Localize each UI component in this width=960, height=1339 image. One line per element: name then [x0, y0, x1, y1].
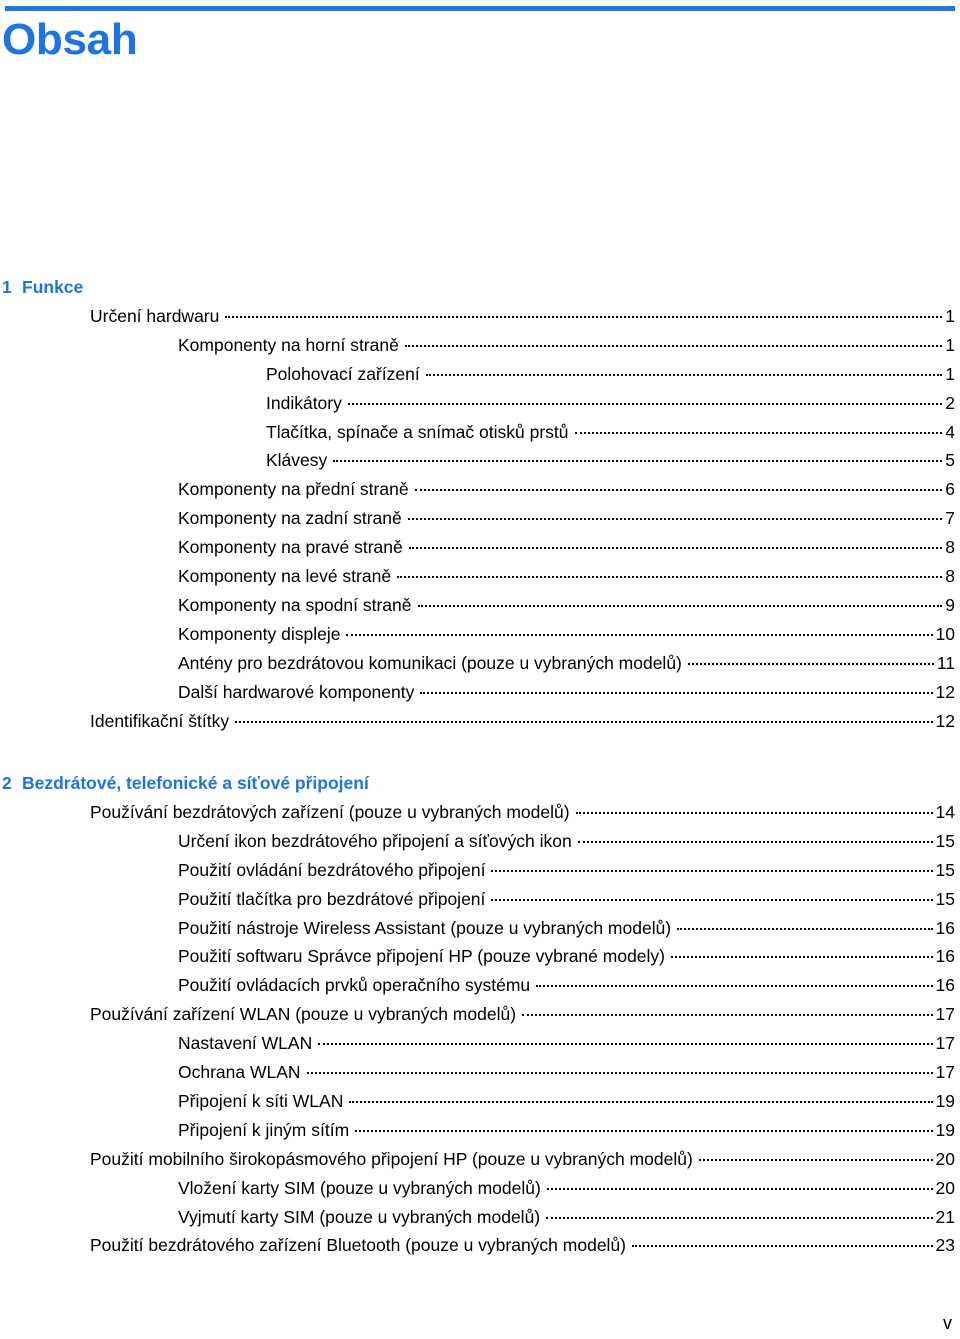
toc-entry[interactable]	[178, 649, 955, 678]
toc-entry-page: 15	[935, 830, 955, 851]
toc-entry-title: Použití ovládacích prvků operačního systému	[178, 975, 531, 996]
toc-entry[interactable]	[178, 562, 955, 591]
toc-entry[interactable]	[178, 1087, 955, 1116]
toc-entry[interactable]	[90, 1231, 955, 1260]
toc-entry-title: Komponenty displeje	[178, 623, 341, 644]
toc-entry-page: 17	[935, 1033, 955, 1054]
toc-entry-title: Určení ikon bezdrátového připojení a síťových ikon	[178, 830, 572, 851]
dot-leader	[491, 870, 932, 872]
toc-entry-title: Antény pro bezdrátovou komunikaci (pouze u vybraných modelů)	[178, 652, 682, 673]
chapter-title: Bezdrátové, telefonické a síťové připojení	[22, 773, 369, 793]
toc-entry[interactable]	[178, 1203, 955, 1232]
page-number: v	[943, 1313, 952, 1333]
toc-entry-title: Vložení karty SIM (pouze u vybraných modelů)	[178, 1177, 541, 1198]
toc-entry[interactable]	[90, 798, 955, 827]
toc-entry[interactable]	[178, 678, 955, 707]
toc-entry[interactable]	[178, 1058, 955, 1087]
toc-entry-page: 12	[935, 681, 955, 702]
toc-entry-page: 17	[935, 1062, 955, 1082]
toc-entry-title: Polohovací zařízení	[266, 363, 420, 384]
toc-entry-title: Komponenty na zadní straně	[178, 508, 402, 529]
toc-entry[interactable]	[266, 360, 955, 389]
toc-entry-title: Další hardwarové komponenty	[178, 681, 415, 702]
toc-entry-title: Použití bezdrátového zařízení Bluetooth (pouze u vybraných modelů)	[90, 1235, 627, 1256]
toc-entry-title: Ochrana WLAN	[178, 1062, 301, 1082]
toc-entry[interactable]	[178, 475, 955, 504]
dot-leader	[307, 1072, 933, 1074]
toc-entry[interactable]	[178, 620, 955, 649]
toc-entry-page: 20	[935, 1177, 955, 1198]
toc-entry-title: Identifikační štítky	[90, 710, 230, 731]
toc-entry-page: 17	[935, 1004, 955, 1025]
toc-entry-page: 8	[945, 537, 955, 558]
toc-entry[interactable]	[90, 1000, 955, 1029]
toc-entry-title: Použití tlačítka pro bezdrátové připojení	[178, 888, 486, 909]
toc-entry[interactable]	[178, 914, 955, 943]
toc-entry-title: Použití ovládání bezdrátového připojení	[178, 859, 486, 880]
toc-entry-page: 16	[935, 946, 955, 967]
toc-entry-page: 16	[935, 975, 955, 996]
dot-leader	[397, 576, 942, 578]
dot-leader	[522, 1014, 932, 1016]
toc-entry-title: Připojení k síti WLAN	[178, 1090, 344, 1111]
toc-entry-page: 15	[935, 888, 955, 909]
toc-entry-title: Klávesy	[266, 450, 328, 471]
dot-leader	[677, 928, 932, 930]
dot-leader	[575, 432, 943, 434]
toc-entry[interactable]	[178, 331, 955, 360]
toc-entry-page: 23	[935, 1235, 955, 1256]
toc-entry-page: 11	[936, 652, 955, 673]
toc-entry-page: 1	[945, 334, 955, 355]
toc-entry-title: Použití nástroje Wireless Assistant (pouze u vybraných modelů)	[178, 917, 672, 938]
toc-entry-page: 16	[935, 917, 955, 938]
dot-leader	[349, 1101, 932, 1103]
toc-entry-page: 4	[945, 421, 955, 442]
toc-entry[interactable]	[178, 533, 955, 562]
toc-entry-page: 6	[945, 479, 955, 500]
dot-leader	[420, 692, 932, 694]
toc-entry-title: Komponenty na spodní straně	[178, 594, 412, 615]
toc-entry-title: Nastavení WLAN	[178, 1033, 313, 1054]
dot-leader	[318, 1043, 932, 1045]
toc-entry-page: 1	[945, 363, 955, 384]
toc-entry-page: 1	[945, 305, 955, 326]
toc-entry[interactable]	[266, 389, 955, 418]
toc-entry-page: 12	[935, 710, 955, 731]
toc-entry[interactable]	[178, 591, 955, 620]
dot-leader	[348, 403, 942, 405]
toc-entry-page: 21	[935, 1206, 955, 1227]
dot-leader	[225, 316, 942, 318]
dot-leader	[408, 518, 942, 520]
toc-entry-page: 14	[935, 801, 955, 822]
dot-leader	[418, 605, 943, 607]
toc-entry-page: 10	[935, 623, 955, 644]
toc-entry-title: Indikátory	[266, 392, 342, 413]
chapter-heading[interactable]	[2, 273, 83, 302]
toc-entry-title: Komponenty na levé straně	[178, 566, 392, 586]
toc-entry-page: 2	[945, 392, 955, 413]
toc-entry-title: Komponenty na přední straně	[178, 479, 409, 500]
toc-entry-page: 8	[945, 566, 955, 586]
toc-entry[interactable]	[178, 504, 955, 533]
dot-leader	[547, 1188, 933, 1190]
dot-leader	[409, 547, 942, 549]
dot-leader	[578, 841, 933, 843]
toc-entry-title: Připojení k jiným sítím	[178, 1119, 350, 1140]
toc-entry[interactable]	[178, 827, 955, 856]
toc-entry-page: 19	[935, 1090, 955, 1111]
toc-entry-page: 15	[935, 859, 955, 880]
toc-entry[interactable]	[90, 707, 955, 736]
toc-entry[interactable]	[266, 418, 955, 447]
toc-entry[interactable]	[178, 1116, 955, 1145]
page-title: Obsah	[2, 15, 138, 64]
dot-leader	[355, 1130, 932, 1132]
toc-entry-page: 19	[935, 1119, 955, 1140]
dot-leader	[536, 985, 932, 987]
dot-leader	[699, 1159, 933, 1161]
chapter-number: 2	[2, 773, 12, 793]
toc-entry-page: 20	[935, 1148, 955, 1169]
dot-leader	[491, 899, 932, 901]
toc-entry[interactable]	[266, 446, 955, 475]
toc-entry-title: Komponenty na pravé straně	[178, 537, 403, 558]
toc-entry[interactable]	[178, 942, 955, 971]
toc-entry[interactable]	[90, 302, 955, 331]
dot-leader	[426, 374, 942, 376]
top-rule	[5, 6, 955, 11]
toc-entry[interactable]	[178, 971, 955, 1000]
toc-entry-title: Používání bezdrátových zařízení (pouze u vybraných modelů)	[90, 801, 570, 822]
toc-entry-title: Určení hardwaru	[90, 305, 220, 326]
dot-leader	[576, 812, 933, 814]
toc-entry[interactable]	[178, 1174, 955, 1203]
dot-leader	[632, 1245, 933, 1247]
dot-leader	[333, 460, 942, 462]
toc-entry-title: Vyjmutí karty SIM (pouze u vybraných modelů)	[178, 1206, 541, 1227]
toc-entry-title: Použití mobilního širokopásmového připojení HP (pouze u vybraných modelů)	[90, 1148, 693, 1169]
toc-entry-title: Komponenty na horní straně	[178, 334, 399, 355]
chapter-number: 1	[2, 277, 12, 297]
dot-leader	[546, 1217, 932, 1219]
chapter-heading[interactable]	[2, 769, 369, 798]
dot-leader	[346, 634, 932, 636]
dot-leader	[688, 663, 934, 665]
toc-entry[interactable]	[178, 1029, 955, 1058]
toc-entry-title: Použití softwaru Správce připojení HP (pouze vybrané modely)	[178, 946, 666, 967]
toc-entry-title: Používání zařízení WLAN (pouze u vybraných modelů)	[90, 1004, 517, 1025]
toc-entry[interactable]	[90, 1145, 955, 1174]
toc-entry-page: 7	[945, 508, 955, 529]
toc-entry[interactable]	[178, 885, 955, 914]
toc-entry-title: Tlačítka, spínače a snímač otisků prstů	[266, 421, 569, 442]
dot-leader	[405, 345, 942, 347]
dot-leader	[415, 489, 942, 491]
dot-leader	[235, 721, 932, 723]
toc-entry-page: 5	[945, 450, 955, 471]
dot-leader	[671, 956, 933, 958]
toc-entry[interactable]	[178, 856, 955, 885]
toc-entry-page: 9	[945, 594, 955, 615]
chapter-title: Funkce	[22, 277, 84, 297]
